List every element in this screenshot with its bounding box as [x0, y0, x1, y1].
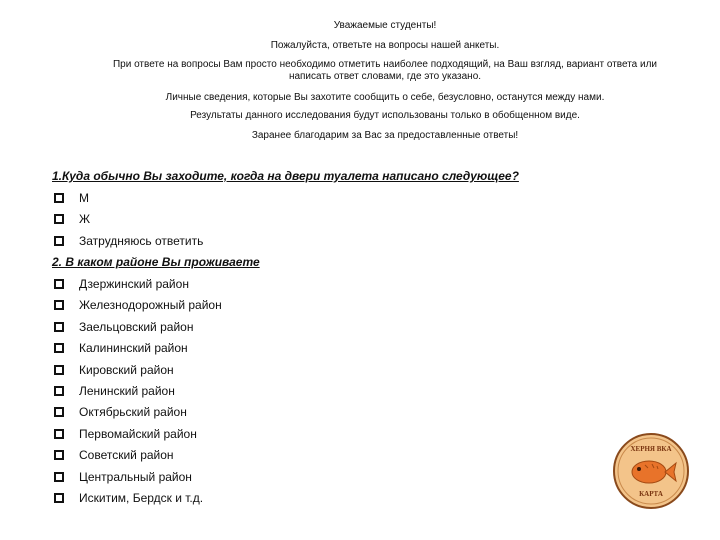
checkbox-icon[interactable] [54, 279, 64, 289]
q1-option-m[interactable] [54, 189, 89, 207]
option-label: Железнодорожный район [79, 298, 222, 312]
q1-option-undecided[interactable] [54, 232, 203, 250]
intro-thanks: Заранее благодарим за Вас за предоставленные ответы! [251, 130, 519, 141]
q2-option-leninsky[interactable] [54, 382, 175, 400]
logo-top-text: ХЕРНЯ ВКА [630, 445, 672, 453]
q2-option-pervomaisky[interactable] [54, 425, 197, 443]
intro-request: Пожалуйста, ответьте на вопросы нашей анкеты. [270, 40, 500, 51]
option-label: Искитим, Бердск и т.д. [79, 491, 204, 505]
checkbox-icon[interactable] [54, 429, 64, 439]
question2-title: 2. В каком районе Вы проживаете [52, 255, 260, 269]
option-label: Калининский район [79, 341, 188, 355]
checkbox-icon[interactable] [54, 386, 64, 396]
q2-option-dzerzhinsky[interactable] [54, 275, 189, 293]
option-label: Дзержинский район [79, 277, 189, 291]
option-label: Первомайский район [79, 427, 197, 441]
option-label: Заельцовский район [79, 320, 194, 334]
q2-option-oktyabrsky[interactable] [54, 403, 187, 421]
option-label: Советский район [79, 448, 174, 462]
checkbox-icon[interactable] [54, 472, 64, 482]
logo-bottom-text: КАРТА [639, 490, 663, 498]
question1-title: 1.Куда обычно Вы заходите, когда на двери туалета написано следующее? [52, 169, 519, 183]
checkbox-icon[interactable] [54, 322, 64, 332]
fish-card-logo [612, 432, 690, 510]
intro-instruction-line1: При ответе на вопросы Вам просто необходимо отметить наиболее подходящий, на Ваш взгляд, вариант ответа или [112, 59, 658, 70]
checkbox-icon[interactable] [54, 407, 64, 417]
intro-greeting: Уважаемые студенты! [333, 20, 437, 31]
checkbox-icon[interactable] [54, 343, 64, 353]
option-label: Затрудняюсь ответить [79, 234, 204, 248]
intro-privacy: Личные сведения, которые Вы захотите сообщить о себе, безусловно, останутся между нами. [165, 92, 605, 103]
option-label: Кировский район [79, 363, 174, 377]
q2-option-kalininsky[interactable] [54, 339, 188, 357]
intro-instruction-line2: написать ответ словами, где это указано. [288, 71, 482, 82]
checkbox-icon[interactable] [54, 450, 64, 460]
option-label: Ленинский район [79, 384, 175, 398]
option-label: Центральный район [79, 470, 192, 484]
checkbox-icon[interactable] [54, 300, 64, 310]
q2-option-other-cities[interactable] [54, 489, 203, 507]
q2-option-sovetsky[interactable] [54, 446, 174, 464]
checkbox-icon[interactable] [54, 193, 64, 203]
option-label: М [79, 191, 89, 205]
checkbox-icon[interactable] [54, 214, 64, 224]
q2-option-zaeltsovsky[interactable] [54, 318, 193, 336]
intro-results: Результаты данного исследования будут использованы только в обобщенном виде. [190, 110, 580, 121]
q1-option-zh[interactable] [54, 210, 90, 228]
q2-option-zheleznodorozhny[interactable] [54, 296, 222, 314]
option-label: Ж [79, 212, 91, 226]
option-label: Октябрьский район [79, 405, 187, 419]
checkbox-icon[interactable] [54, 493, 64, 503]
q2-option-kirovsky[interactable] [54, 361, 174, 379]
checkbox-icon[interactable] [54, 236, 64, 246]
q2-option-tsentralny[interactable] [54, 468, 192, 486]
checkbox-icon[interactable] [54, 365, 64, 375]
